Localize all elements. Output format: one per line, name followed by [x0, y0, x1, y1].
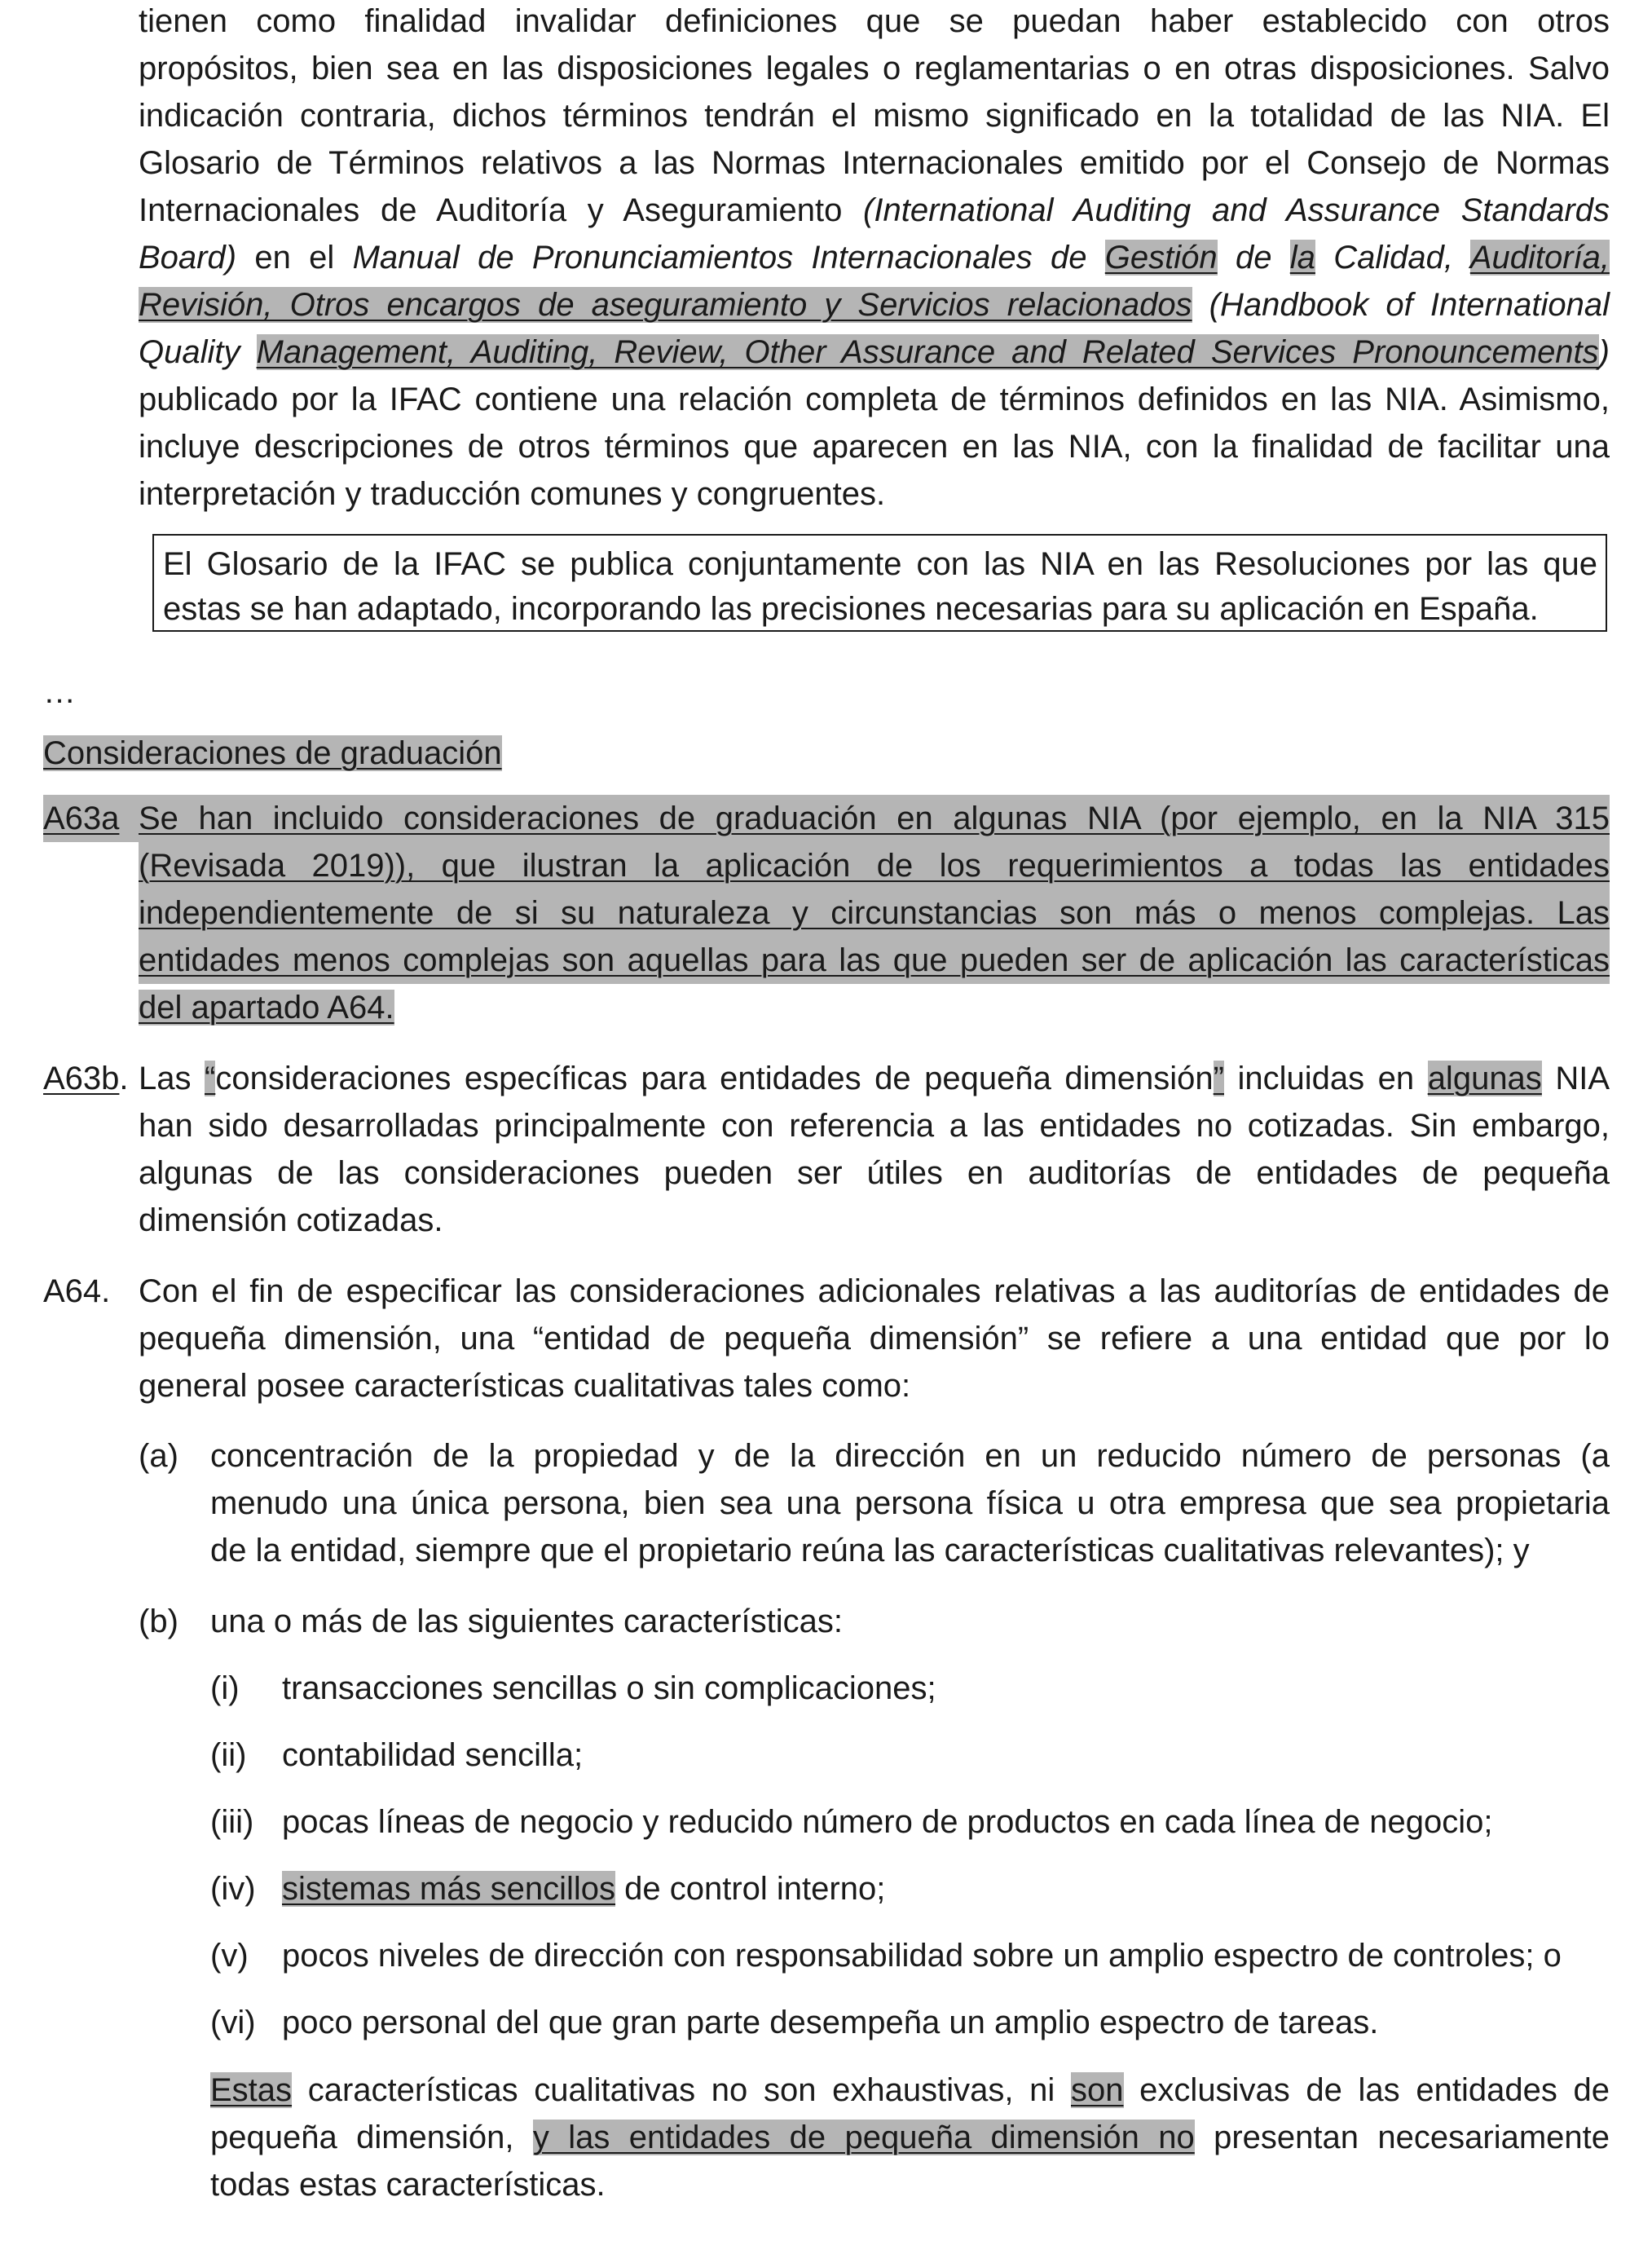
a63b-line-3: algunas de las consideraciones pueden ser útiles en auditorías de entidades de pequeña [139, 1155, 1610, 1191]
intro-english-title: Quality [139, 334, 257, 370]
label-text: A63b [43, 1061, 120, 1096]
item-a-line-2: menudo una única persona, bien sea una persona física u otra empresa que sea propietaria [210, 1485, 1610, 1521]
label-suffix: . [119, 1061, 129, 1096]
intro-english-title: ) [1598, 334, 1610, 370]
intro-line-10: incluye descripciones de otros términos que aparecen en las NIA, con la finalidad de facilitar una [139, 429, 1610, 465]
a63b-line-2: han sido desarrolladas principalmente con referencia a las entidades no cotizadas. Sin embargo, [139, 1108, 1610, 1144]
closing-text: presentan necesariamente [1194, 2120, 1610, 2155]
closing-text: pequeña dimensión, [210, 2120, 533, 2155]
ellipsis: … [43, 674, 76, 710]
sub-item-rest: de control interno; [615, 1871, 886, 1907]
closing-text: características cualitativas no son exhaustivas, ni [292, 2072, 1071, 2108]
intro-line-6 [139, 234, 1610, 281]
item-b-text: una o más de las siguientes características: [210, 1604, 843, 1639]
intro-line-9: publicado por la IFAC contiene una relación completa de términos definidos en las NIA. Asimismo, [139, 382, 1610, 417]
closing-line-2 [210, 2114, 1610, 2161]
section-heading [43, 730, 502, 777]
sub-item-label: (iv) [210, 1871, 256, 1907]
highlight-mark: son [1071, 2072, 1124, 2108]
a63a-line-5 [139, 984, 394, 1031]
intro-manual-title: de [1217, 240, 1290, 276]
closing-line-3: todas estas características. [210, 2167, 606, 2203]
item-label-b: (b) [139, 1604, 178, 1639]
a63a-line-4: entidades menos complejas son aquellas para las que pueden ser de aplicación las características [139, 937, 1610, 984]
intro-line-4: Glosario de Términos relativos a las Normas Internacionales emitido por el Consejo de Normas [139, 145, 1610, 181]
note-line-2: estas se han adaptado, incorporando las precisiones necesarias para su aplicación en España. [163, 591, 1539, 627]
item-a-line-1: concentración de la propiedad y de la dirección en un reducido número de personas (a [210, 1438, 1610, 1474]
item-a-line-3: de la entidad, siempre que el propietario reúna las características cualitativas relevantes); y [210, 1533, 1530, 1568]
sub-item-text: pocas líneas de negocio y reducido número de productos en cada línea de negocio; [282, 1804, 1493, 1840]
a64-line-1: Con el fin de especificar las consideraciones adicionales relativas a las auditorías de entidades de [139, 1273, 1610, 1309]
sub-item-label: (i) [210, 1670, 240, 1706]
highlight-mark: algunas [1427, 1061, 1542, 1096]
highlight-mark: y las entidades de pequeña dimensión no [532, 2120, 1195, 2155]
intro-line-11: interpretación y traducción comunes y congruentes. [139, 476, 886, 512]
a63a-line-1: Se han incluido consideraciones de graduación en algunas NIA (por ejemplo, en la NIA 315 [139, 795, 1610, 842]
intro-manual-title: Manual de Pronunciamientos Internacionales de [352, 240, 1105, 276]
sub-item-text: transacciones sencillas o sin complicaciones; [282, 1670, 936, 1706]
intro-text: en el [236, 240, 353, 276]
intro-line-2: propósitos, bien sea en las disposiciones legales o reglamentarias o en otras disposiciones. Salvo [139, 51, 1610, 86]
intro-line-1: tienen como finalidad invalidar definiciones que se puedan haber establecido con otros [139, 3, 1610, 39]
intro-text: Internacionales de Auditoría y Aseguramiento [139, 192, 864, 228]
intro-manual-title: Calidad, [1315, 240, 1470, 276]
a64-line-3: general posee características cualitativas tales como: [139, 1368, 911, 1404]
highlight-mark: Estas [210, 2072, 293, 2108]
closing-line-1 [210, 2067, 1610, 2114]
paragraph-label-a63a: A63a [43, 795, 139, 842]
highlight-mark: Revisión, Otros encargos de aseguramiento y Servicios relacionados [139, 287, 1192, 323]
highlight-mark: ” [1213, 1061, 1224, 1096]
a63b-text: NIA [1541, 1061, 1610, 1096]
heading-text: Consideraciones de graduación [43, 735, 502, 771]
a63b-text: consideraciones específicas para entidades de pequeña dimensión [215, 1061, 1214, 1096]
a63b-line-1 [139, 1055, 1610, 1102]
intro-english-title: (Handbook of International [1192, 287, 1610, 323]
highlight-mark: sistemas más sencillos [282, 1871, 616, 1907]
sub-item-text: poco personal del que gran parte desempeña un amplio espectro de tareas. [282, 2005, 1379, 2040]
intro-english-title: (International Auditing and Assurance Standards [863, 192, 1610, 228]
intro-line-7 [139, 281, 1610, 329]
sub-item-label: (iii) [210, 1804, 254, 1840]
closing-text: exclusivas de las entidades de [1123, 2072, 1610, 2108]
paragraph-label-a64: A64. [43, 1273, 111, 1309]
sub-item-label: (ii) [210, 1737, 247, 1773]
a63a-line-3: independientemente de si su naturaleza y circunstancias son más o menos complejas. Las [139, 889, 1610, 937]
highlight-mark: Auditoría, [1469, 240, 1610, 276]
a63a-last-text: del apartado A64. [139, 990, 394, 1026]
intro-line-8 [139, 329, 1610, 376]
note-line-1: El Glosario de la IFAC se publica conjuntamente con las NIA en las Resoluciones por las que [163, 546, 1597, 582]
highlight-mark: la [1289, 240, 1315, 276]
highlight-mark: Gestión [1104, 240, 1218, 276]
highlight-mark: Management, Auditing, Review, Other Assurance and Related Services Pronouncements [256, 334, 1599, 370]
a64-line-2: pequeña dimensión, una “entidad de pequeña dimensión” se refiere a una entidad que por lo [139, 1321, 1610, 1356]
sub-item-text: contabilidad sencilla; [282, 1737, 584, 1773]
a63a-line-2: (Revisada 2019)), que ilustran la aplicación de los requerimientos a todas las entidades [139, 842, 1610, 889]
highlight-mark: “ [205, 1061, 216, 1096]
a63b-text: Las [139, 1061, 205, 1096]
sub-item-text: pocos niveles de dirección con responsabilidad sobre un amplio espectro de controles; o [282, 1938, 1562, 1974]
sub-item-label: (v) [210, 1938, 249, 1974]
intro-english-title: Board) [139, 240, 237, 276]
item-label-a: (a) [139, 1438, 178, 1474]
intro-line-3: indicación contraria, dichos términos tendrán el mismo significado en la totalidad de las NIA. El [139, 98, 1610, 134]
paragraph-label-a63b [43, 1055, 129, 1102]
intro-line-5 [139, 187, 1610, 234]
a63b-line-4: dimensión cotizadas. [139, 1202, 443, 1238]
sub-item-text [282, 1865, 885, 1912]
a63b-text: incluidas en [1224, 1061, 1428, 1096]
sub-item-label: (vi) [210, 2005, 256, 2040]
